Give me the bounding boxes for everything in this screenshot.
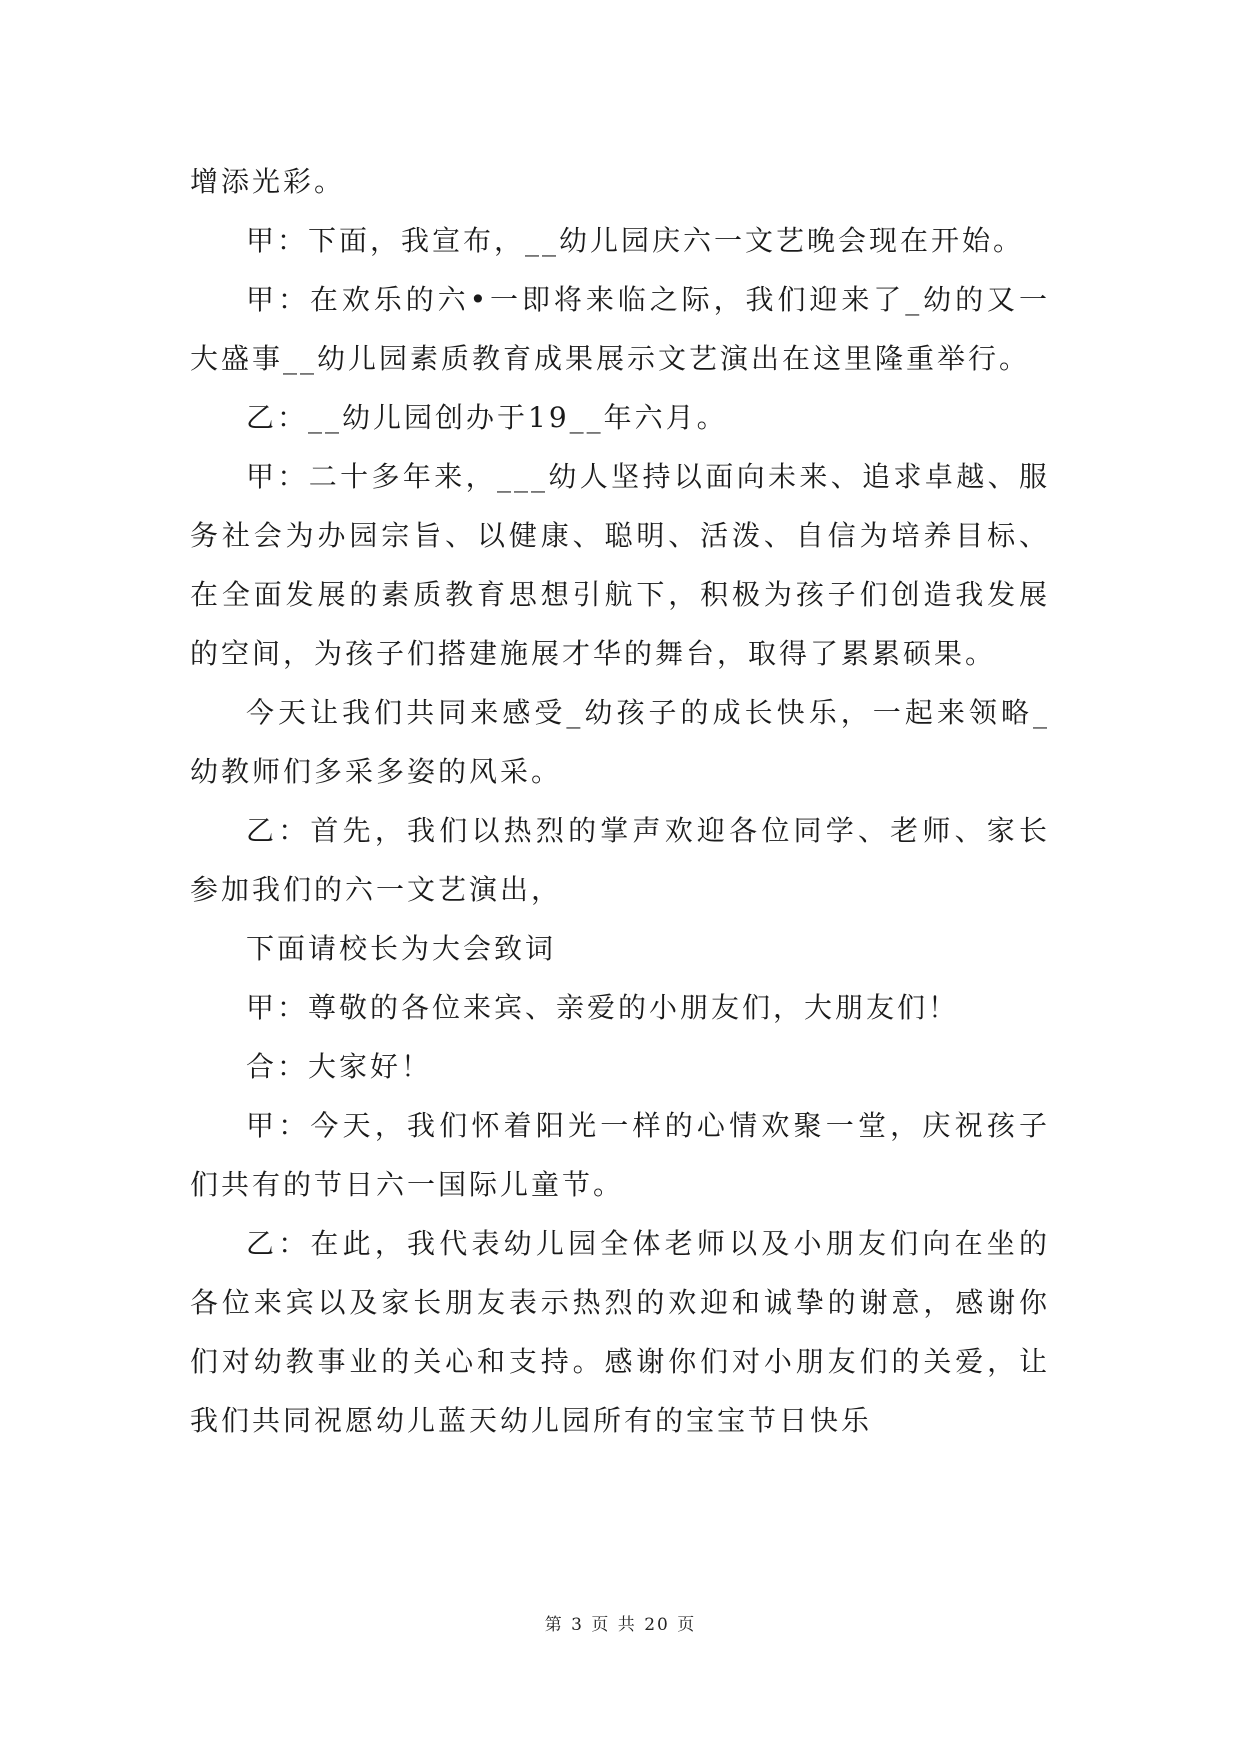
paragraph: 甲：在欢乐的六•一即将来临之际，我们迎来了_幼的又一大盛事__幼儿园素质教育成果展示文艺演出在这里隆重举行。: [190, 283, 1050, 375]
paragraph: 甲：下面，我宣布，__幼儿园庆六一文艺晚会现在开始。: [246, 224, 1025, 257]
paragraph: 增添光彩。: [190, 165, 346, 198]
paragraph: 乙：首先，我们以热烈的掌声欢迎各位同学、老师、家长参加我们的六一文艺演出，: [190, 814, 1050, 906]
paragraph: 乙：__幼儿园创办于19__年六月。: [246, 401, 728, 434]
paragraph: 乙：在此，我代表幼儿园全体老师以及小朋友们向在坐的各位来宾以及家长朋友表示热烈的欢迎和诚挚的谢意，感谢你们对幼教事业的关心和支持。感谢你们对小朋友们的关爱，让我们共同祝愿幼儿蓝天幼儿园所有的宝宝节日快乐: [190, 1227, 1050, 1437]
paragraph: 下面请校长为大会致词: [246, 932, 557, 965]
paragraph: 甲：二十多年来，___幼人坚持以面向未来、追求卓越、服务社会为办园宗旨、以健康、聪明、活泼、自信为培养目标、在全面发展的素质教育思想引航下，积极为孩子们创造我发展的空间，为孩子们搭建施展才华的舞台，取得了累累硕果。: [190, 460, 1050, 670]
paragraph: 今天让我们共同来感受_幼孩子的成长快乐，一起来领略_幼教师们多采多姿的风采。: [190, 696, 1050, 788]
paragraph: 甲：今天，我们怀着阳光一样的心情欢聚一堂，庆祝孩子们共有的节日六一国际儿童节。: [190, 1109, 1050, 1201]
paragraph: 合：大家好！: [246, 1050, 433, 1083]
page-number-footer: 第 3 页 共 20 页: [544, 1615, 697, 1635]
document-body: [190, 152, 1050, 1450]
paragraph: 甲：尊敬的各位来宾、亲爱的小朋友们，大朋友们！: [246, 991, 960, 1024]
